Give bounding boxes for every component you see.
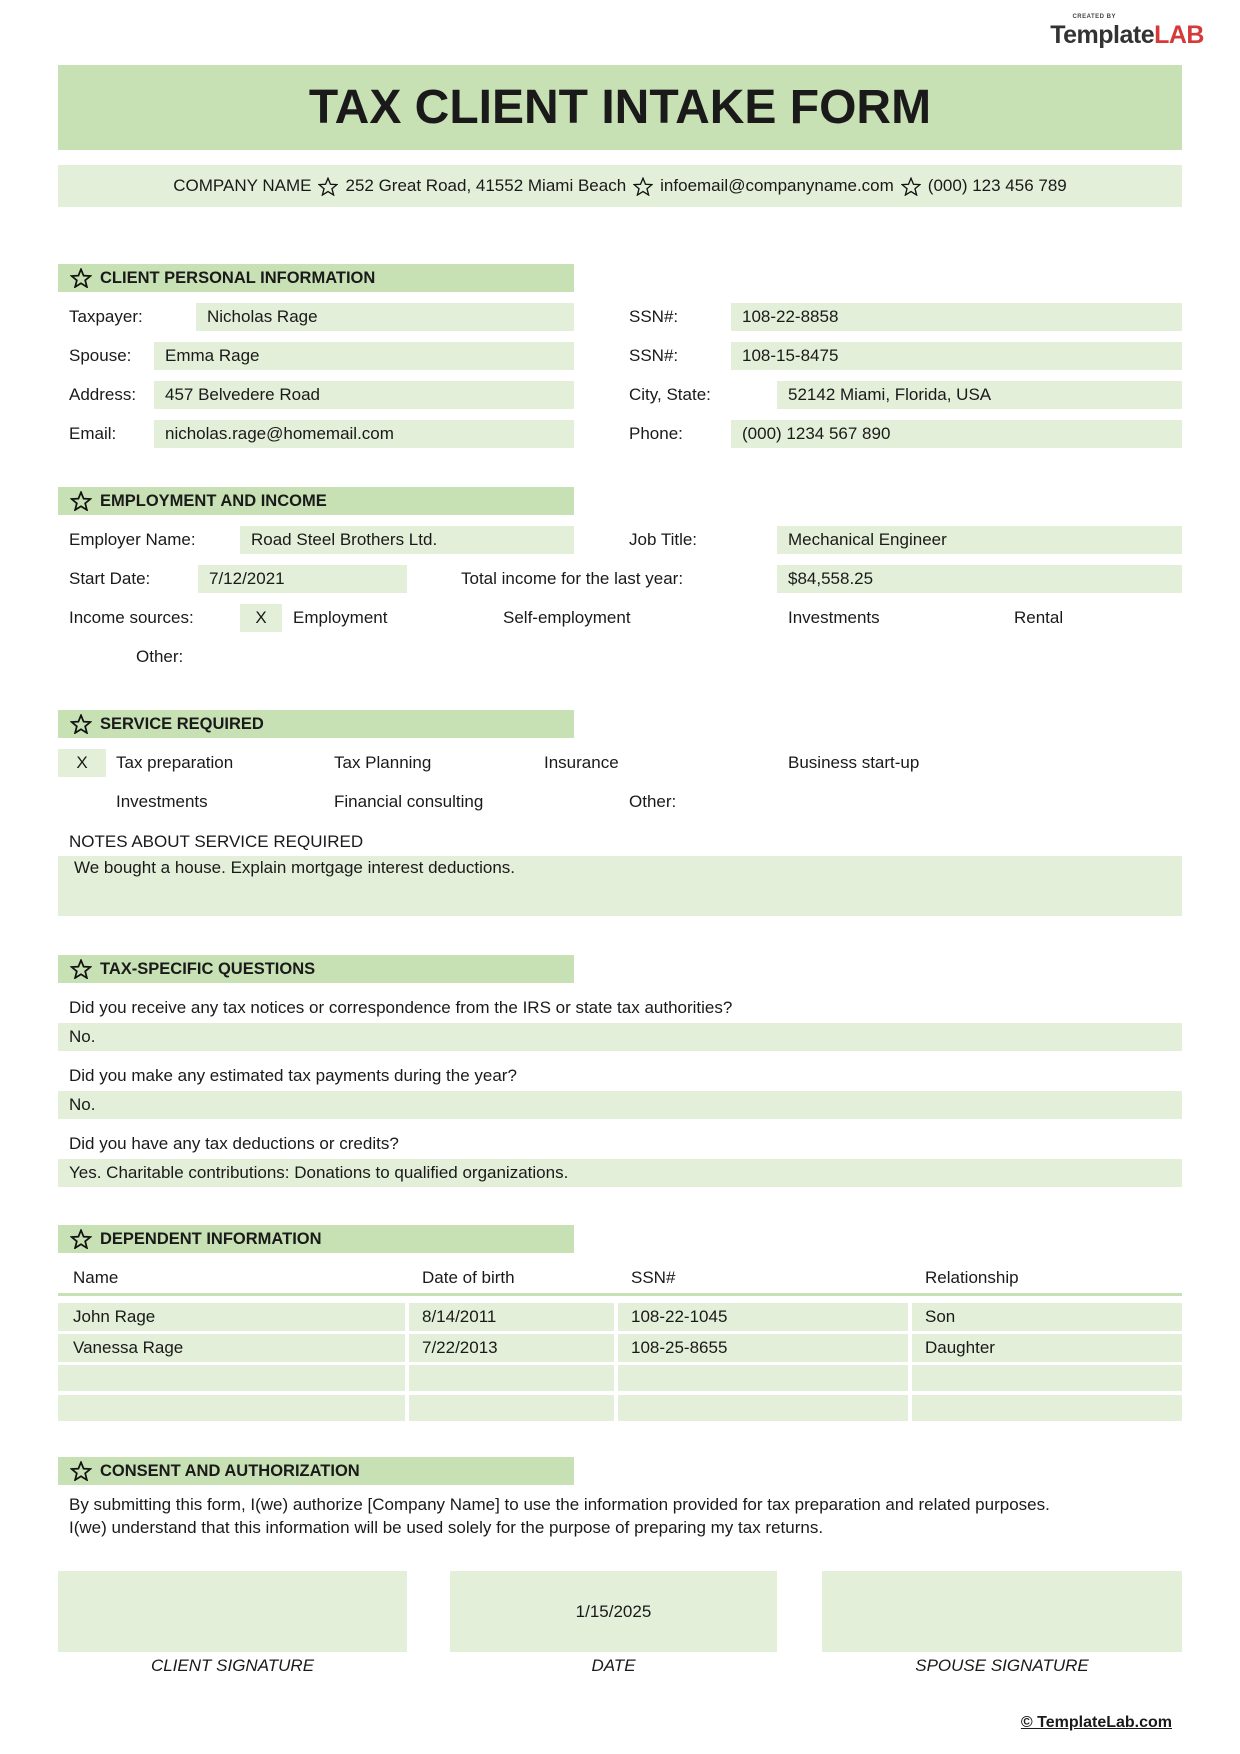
taxpayer-label: Taxpayer: [69, 307, 143, 326]
footer-credit-link[interactable]: © TemplateLab.com [1020, 1714, 1172, 1731]
col-ssn-header: SSN# [631, 1268, 676, 1287]
dependent-4-relationship[interactable] [912, 1395, 1182, 1421]
dependent-4-dob[interactable] [409, 1395, 614, 1421]
investments-income-option-label: Investments [788, 608, 880, 627]
income-field[interactable]: $84,558.25 [777, 565, 1182, 593]
client-signature-box[interactable] [58, 1571, 407, 1652]
ssn1-label: SSN#: [629, 307, 679, 326]
logo-wordmark [1050, 21, 1204, 49]
email-label: Email: [69, 424, 117, 443]
star-icon [70, 959, 92, 979]
page-title: TAX CLIENT INTAKE FORM [308, 81, 932, 134]
financial-consulting-label: Financial consulting [334, 792, 484, 811]
star-icon [70, 1229, 92, 1249]
email-field[interactable]: nicholas.rage@homemail.com [154, 420, 574, 448]
section-personal-title: CLIENT PERSONAL INFORMATION [100, 269, 376, 287]
section-questions-title: TAX-SPECIFIC QUESTIONS [100, 960, 316, 978]
dependent-2-ssn[interactable]: 108-25-8655 [618, 1334, 908, 1362]
city-field[interactable]: 52142 Miami, Florida, USA [777, 381, 1182, 409]
rental-option-label: Rental [1014, 608, 1064, 627]
company-name: COMPANY NAME [173, 176, 312, 195]
question-2: Did you make any estimated tax payments during the year? [69, 1066, 517, 1085]
consent-line-1: By submitting this form, I(we) authorize [Company Name] to use the information provided for tax preparation and related purposes. [69, 1495, 1050, 1514]
logo-lab: LAB [1154, 21, 1204, 49]
start-date-label: Start Date: [69, 569, 151, 588]
job-title-label: Job Title: [629, 530, 698, 549]
dependent-1-relationship[interactable]: Son [912, 1303, 1182, 1331]
ssn2-field[interactable]: 108-15-8475 [731, 342, 1182, 370]
logo-created-by: CREATED BY [1072, 14, 1116, 20]
col-name-header: Name [73, 1268, 119, 1287]
taxpayer-field[interactable]: Nicholas Rage [196, 303, 574, 331]
other-income-label: Other: [136, 647, 184, 666]
phone-label: Phone: [629, 424, 683, 443]
investments-service-label: Investments [116, 792, 208, 811]
income-sources-label: Income sources: [69, 608, 194, 627]
job-title-field[interactable]: Mechanical Engineer [777, 526, 1182, 554]
logo-template: Template [1050, 21, 1155, 49]
star-icon [318, 177, 338, 196]
date-field[interactable]: 1/15/2025 [450, 1571, 777, 1652]
company-email: infoemail@companyname.com [660, 176, 894, 195]
tax-preparation-label: Tax preparation [116, 753, 234, 772]
section-personal [58, 264, 574, 292]
address-field[interactable]: 457 Belvedere Road [154, 381, 574, 409]
income-label: Total income for the last year: [461, 569, 684, 588]
star-icon [901, 177, 921, 196]
self-employment-option-label: Self-employment [503, 608, 631, 627]
insurance-label: Insurance [544, 753, 619, 772]
business-startup-label: Business start-up [788, 753, 920, 772]
tax-planning-label: Tax Planning [334, 753, 432, 772]
dependent-3-name[interactable] [58, 1365, 405, 1391]
company-address: 252 Great Road, 41552 Miami Beach [345, 176, 627, 195]
spouse-signature-label: SPOUSE SIGNATURE [915, 1656, 1089, 1675]
section-dependents-title: DEPENDENT INFORMATION [100, 1230, 322, 1248]
star-icon [70, 714, 92, 734]
col-dob-header: Date of birth [422, 1268, 515, 1287]
star-icon [70, 1461, 92, 1481]
dependent-1-name[interactable]: John Rage [58, 1303, 405, 1331]
answer-1-field[interactable]: No. [58, 1023, 1182, 1051]
question-3: Did you have any tax deductions or credits? [69, 1134, 399, 1153]
company-phone: (000) 123 456 789 [927, 176, 1067, 195]
dependent-3-dob[interactable] [409, 1365, 614, 1391]
notes-field[interactable] [58, 856, 1182, 916]
notes-text: We bought a house. Explain mortgage interest deductions. [74, 858, 516, 877]
client-signature-label: CLIENT SIGNATURE [150, 1656, 315, 1675]
section-consent [58, 1457, 574, 1485]
spouse-field[interactable]: Emma Rage [154, 342, 574, 370]
star-icon [633, 177, 653, 196]
employment-checkbox[interactable]: X [240, 604, 282, 632]
answer-2-field[interactable]: No. [58, 1091, 1182, 1119]
dependent-2-relationship[interactable]: Daughter [912, 1334, 1182, 1362]
dependent-2-name[interactable]: Vanessa Rage [58, 1334, 405, 1362]
dependent-2-dob[interactable]: 7/22/2013 [409, 1334, 614, 1362]
notes-label: NOTES ABOUT SERVICE REQUIRED [69, 832, 364, 851]
section-service [58, 710, 574, 738]
tax-preparation-checkbox[interactable]: X [58, 749, 106, 777]
dependent-3-relationship[interactable] [912, 1365, 1182, 1391]
ssn1-field[interactable]: 108-22-8858 [731, 303, 1182, 331]
section-questions [58, 955, 574, 983]
other-service-label: Other: [629, 792, 677, 811]
phone-field[interactable]: (000) 1234 567 890 [731, 420, 1182, 448]
section-dependents [58, 1225, 574, 1253]
col-relationship-header: Relationship [925, 1268, 1019, 1287]
question-1: Did you receive any tax notices or correspondence from the IRS or state tax authorities? [69, 998, 733, 1017]
city-label: City, State: [629, 385, 711, 404]
employer-label: Employer Name: [69, 530, 196, 549]
company-bar [58, 165, 1182, 207]
star-icon [70, 268, 92, 288]
address-label: Address: [69, 385, 137, 404]
dependent-1-dob[interactable]: 8/14/2011 [409, 1303, 614, 1331]
employment-option-label: Employment [293, 608, 388, 627]
answer-3-field[interactable]: Yes. Charitable contributions: Donations to qualified organizations. [58, 1159, 1182, 1187]
star-icon [70, 491, 92, 511]
spouse-label: Spouse: [69, 346, 132, 365]
dependent-1-ssn[interactable]: 108-22-1045 [618, 1303, 908, 1331]
section-service-title: SERVICE REQUIRED [100, 715, 264, 733]
dependent-4-ssn[interactable] [618, 1395, 908, 1421]
section-employment [58, 487, 574, 515]
ssn2-label: SSN#: [629, 346, 679, 365]
date-label: DATE [591, 1656, 636, 1675]
employer-field[interactable]: Road Steel Brothers Ltd. [240, 526, 574, 554]
templatelab-logo [1050, 14, 1204, 50]
dependent-3-ssn[interactable] [618, 1365, 908, 1391]
section-consent-title: CONSENT AND AUTHORIZATION [100, 1462, 360, 1480]
consent-line-2: I(we) understand that this information will be used solely for the purpose of preparing my tax returns. [69, 1518, 824, 1537]
spouse-signature-box[interactable] [822, 1571, 1182, 1652]
dependent-4-name[interactable] [58, 1395, 405, 1421]
start-date-field[interactable]: 7/12/2021 [198, 565, 407, 593]
section-employment-title: EMPLOYMENT AND INCOME [100, 492, 327, 510]
